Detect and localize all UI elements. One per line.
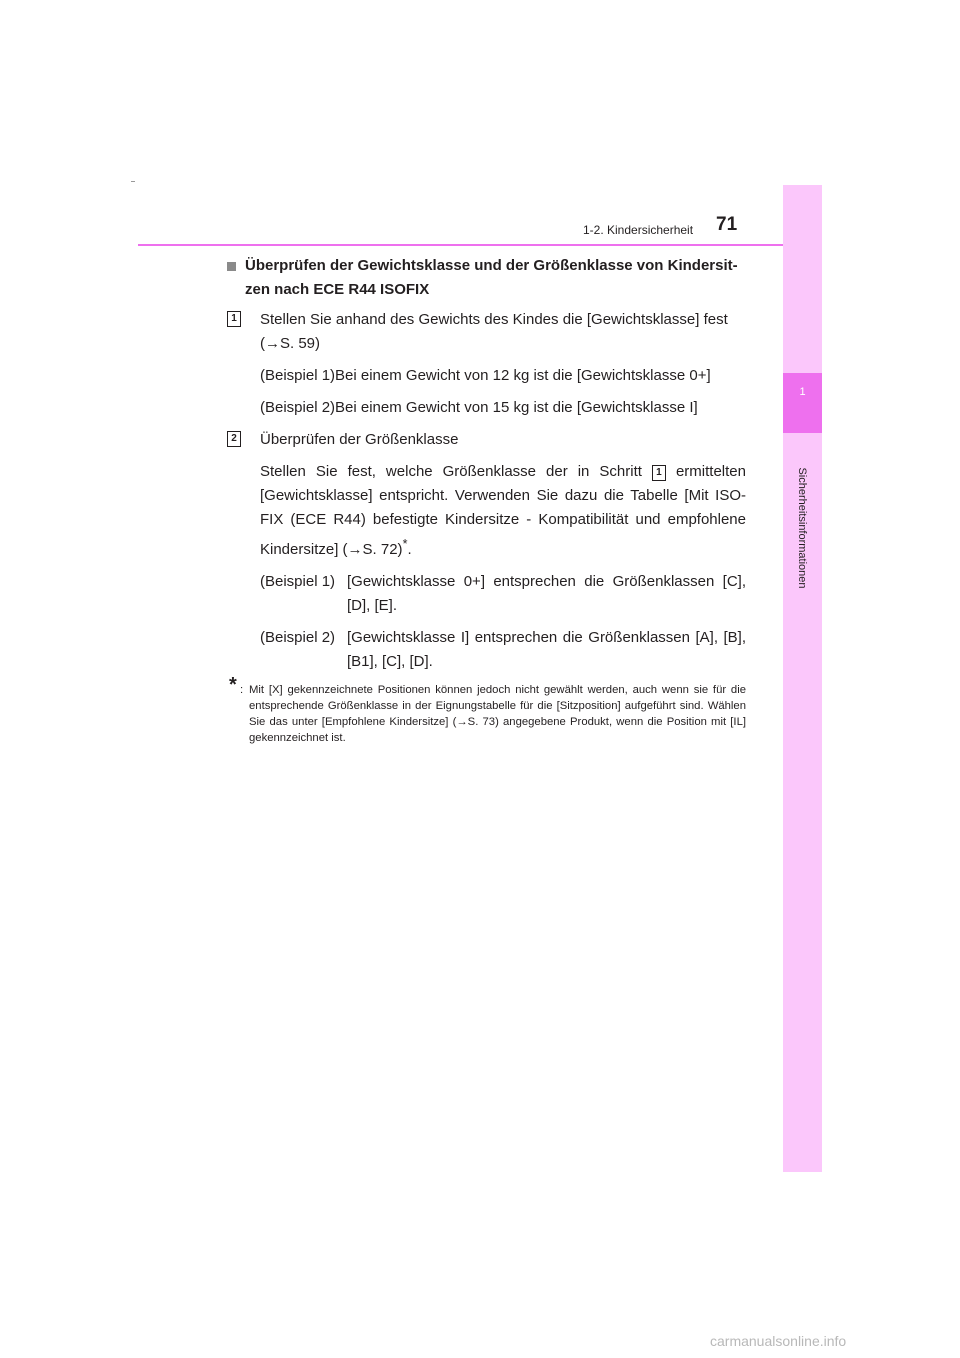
- footnote-star: *: [229, 674, 237, 696]
- step-ref-badge: 1: [652, 465, 666, 481]
- chapter-tab-active-marker: [783, 373, 822, 433]
- page-content: [227, 254, 746, 746]
- chapter-number: 1: [799, 386, 806, 398]
- chapter-side-tab: [783, 185, 822, 1172]
- step-2: [227, 428, 746, 674]
- step-2-title: Überprüfen der Größenklasse: [260, 431, 459, 448]
- footnote-marker: *: [402, 537, 408, 551]
- step-1-example-1: (Beispiel 1)Bei einem Gewicht von 12 kg ist die [Gewichtsklasse 0+]: [260, 367, 711, 384]
- footnote-text: Mit [X] gekennzeichnete Positionen können jedoch nicht gewählt werden, auch wenn sie für die entsprechende Größenklasse in der Eignungstabelle für die [Sitzposition] aufgeführt sind. Wählen Sie das unter [Empfohlene Kindersitze] (→S. 73) angegebene Produkt, wenn die Position mit [IL] gekennzeichnet ist.: [249, 684, 746, 744]
- watermark: carmanualsonline.info: [710, 1333, 847, 1349]
- section-heading: [227, 254, 746, 302]
- footnote: * : Mit [X] gekennzeichnete Positionen können jedoch nicht gewählt werden, auch wenn sie für die entsprechende Größenklasse in der Eignungstabelle für die [Sitzposition] aufgeführt sind. Wählen Sie das unter [Empfohlene Kindersitze] (→S. 73) angegebene Produkt, wenn die Position mit [IL] gekennzeichnet ist.: [229, 674, 746, 744]
- heading-text: Überprüfen der Gewichtsklasse und der Größenklasse von Kindersit-zen nach ECE R44 ISOFIX: [245, 257, 738, 298]
- page-number: 71: [716, 214, 738, 235]
- header-rule: [138, 244, 822, 246]
- page-reference: (→S. 59): [260, 335, 321, 352]
- step-number-badge: 2: [227, 431, 241, 447]
- step-1: [227, 308, 746, 420]
- crop-mark: [131, 181, 135, 182]
- chapter-label: Sicherheitsinformationen: [796, 467, 808, 589]
- step-1-example-2: (Beispiel 2)Bei einem Gewicht von 15 kg ist die [Gewichtsklasse I]: [260, 399, 698, 416]
- example-row: (Beispiel 2) [Gewichtsklasse I] entsprechen die Größenklassen [A], [B], [B1], [C], [D].: [260, 629, 746, 670]
- example-row: (Beispiel 1) [Gewichtsklasse 0+] entsprechen die Größenklassen [C], [D], [E].: [260, 573, 746, 614]
- step-2-text: Stellen Sie fest, welche Größenklasse der in Schritt 1 ermittelten [Gewichtsklasse] entspricht. Verwenden Sie dazu die Tabelle [Mit ISO-FIX (ECE R44) befestigte Kindersitze - Kompatibilität und empfohlene Kindersitze] (→S. 72)*.: [260, 463, 746, 558]
- step-number-badge: 1: [227, 311, 241, 327]
- section-title: 1-2. Kindersicherheit: [583, 223, 694, 237]
- square-bullet-icon: [227, 262, 236, 271]
- step-1-text: Stellen Sie anhand des Gewichts des Kindes die [Gewichtsklasse] fest (→S. 59): [260, 311, 728, 352]
